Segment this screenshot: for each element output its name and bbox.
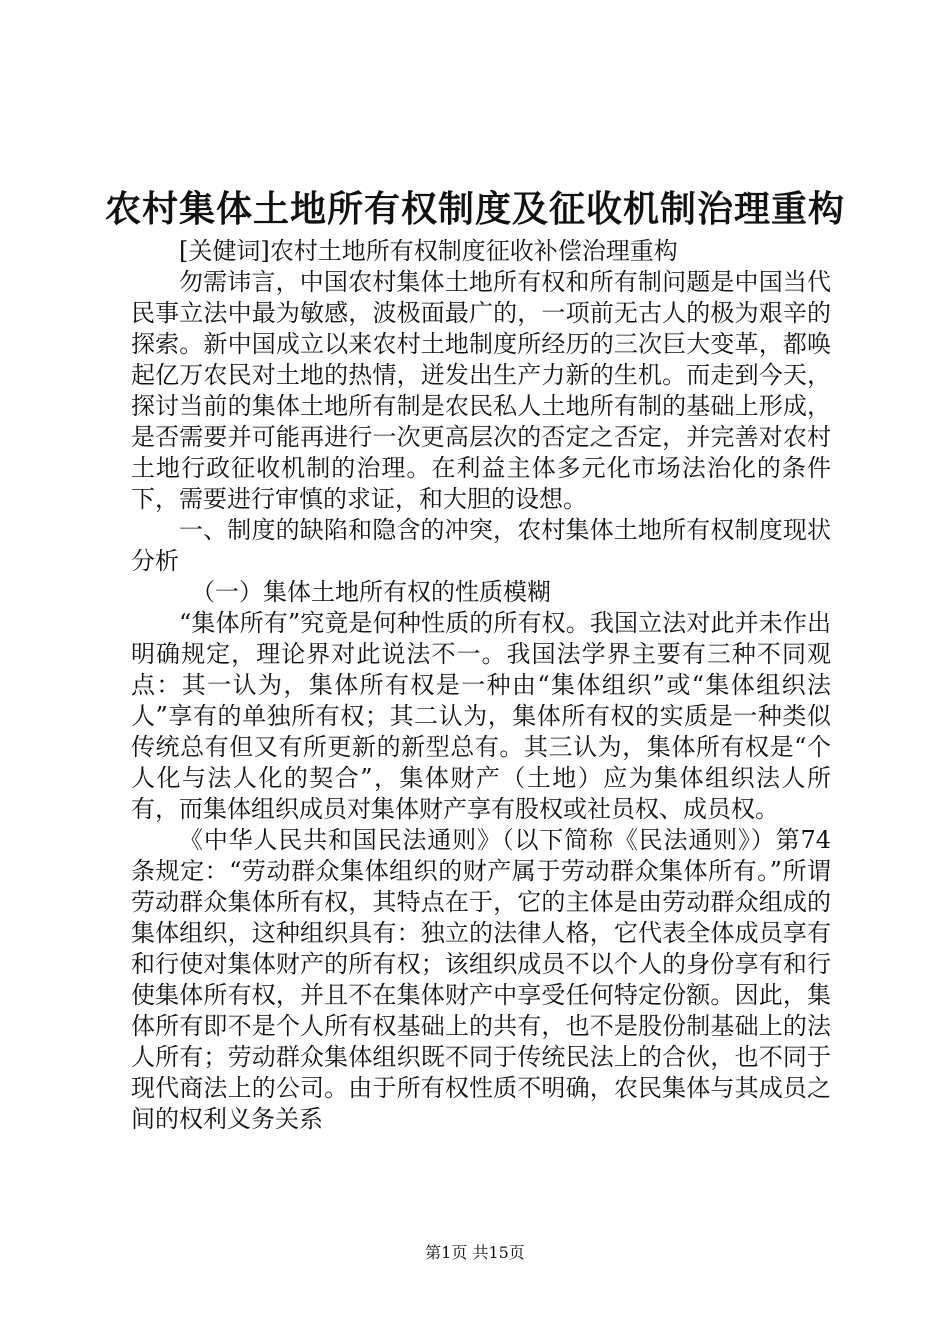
body-paragraph: 勿需讳言，中国农村集体土地所有权和所有制问题是中国当代民事立法中最为敏感，波极面最广的，一项前无古人的极为艰辛的探索。新中国成立以来农村土地制度所经历的三次巨大变革，都唤起亿万农民对土地的热情，迸发出生产力新的生机。而走到今天，探讨当前的集体土地所有制是农民私人土地所有制的基础上形成，是否需要并可能再进行一次更高层次的否定之否定，并完善对农村土地行政征收机制的治理。在利益主体多元化市场法治化的条件下，需要进行审慎的求证，和大胆的设想。 [131,268,831,513]
body-paragraph: 《中华人民共和国民法通则》（以下简称《民法通则》）第74条规定：“劳动群众集体组织的财产属于劳动群众集体所有。”所谓劳动群众集体所有权，其特点在于，它的主体是由劳动群众组成的集体组织，这种组织具有：独立的法律人格，它代表全体成员享有和行使对集体财产的所有权；该组织成员不以个人的身份享有和行使集体所有权，并且不在集体财产中享受任何特定份额。因此，集体所有即不是个人所有权基础上的共有，也不是股份制基础上的法人所有；劳动群众集体组织既不同于传统民法上的合伙，也不同于现代商法上的公司。由于所有权性质不明确，农民集体与其成员之间的权利义务关系 [131,826,831,1133]
subsection-heading: （一）集体土地所有权的性质模糊 [191,578,551,606]
document-body [131,236,831,1135]
body-paragraph: “集体所有”究竟是何种性质的所有权。我国立法对此并未作出明确规定，理论界对此说法不一。我国法学界主要有三种不同观点：其一认为，集体所有权是一种由“集体组织”或“集体组织法人”享有的单独所有权；其二认为，集体所有权的实质是一种类似传统总有但又有所更新的新型总有。其三认为，集体所有权是“个人化与法人化的契合”，集体财产（土地）应为集体组织法人所有，而集体组织成员对集体财产享有股权或社员权、成员权。 [131,609,831,823]
section-heading: 一、制度的缺陷和隐含的冲突，农村集体土地所有权制度现状分析 [131,516,831,575]
page-footer: 第1页 共15页 [425,1243,525,1262]
keywords-line: [关健词]农村土地所有权制度征收补偿治理重构 [179,237,678,265]
document-title: 农村集体土地所有权制度及征收机制治理重构 [104,189,845,230]
